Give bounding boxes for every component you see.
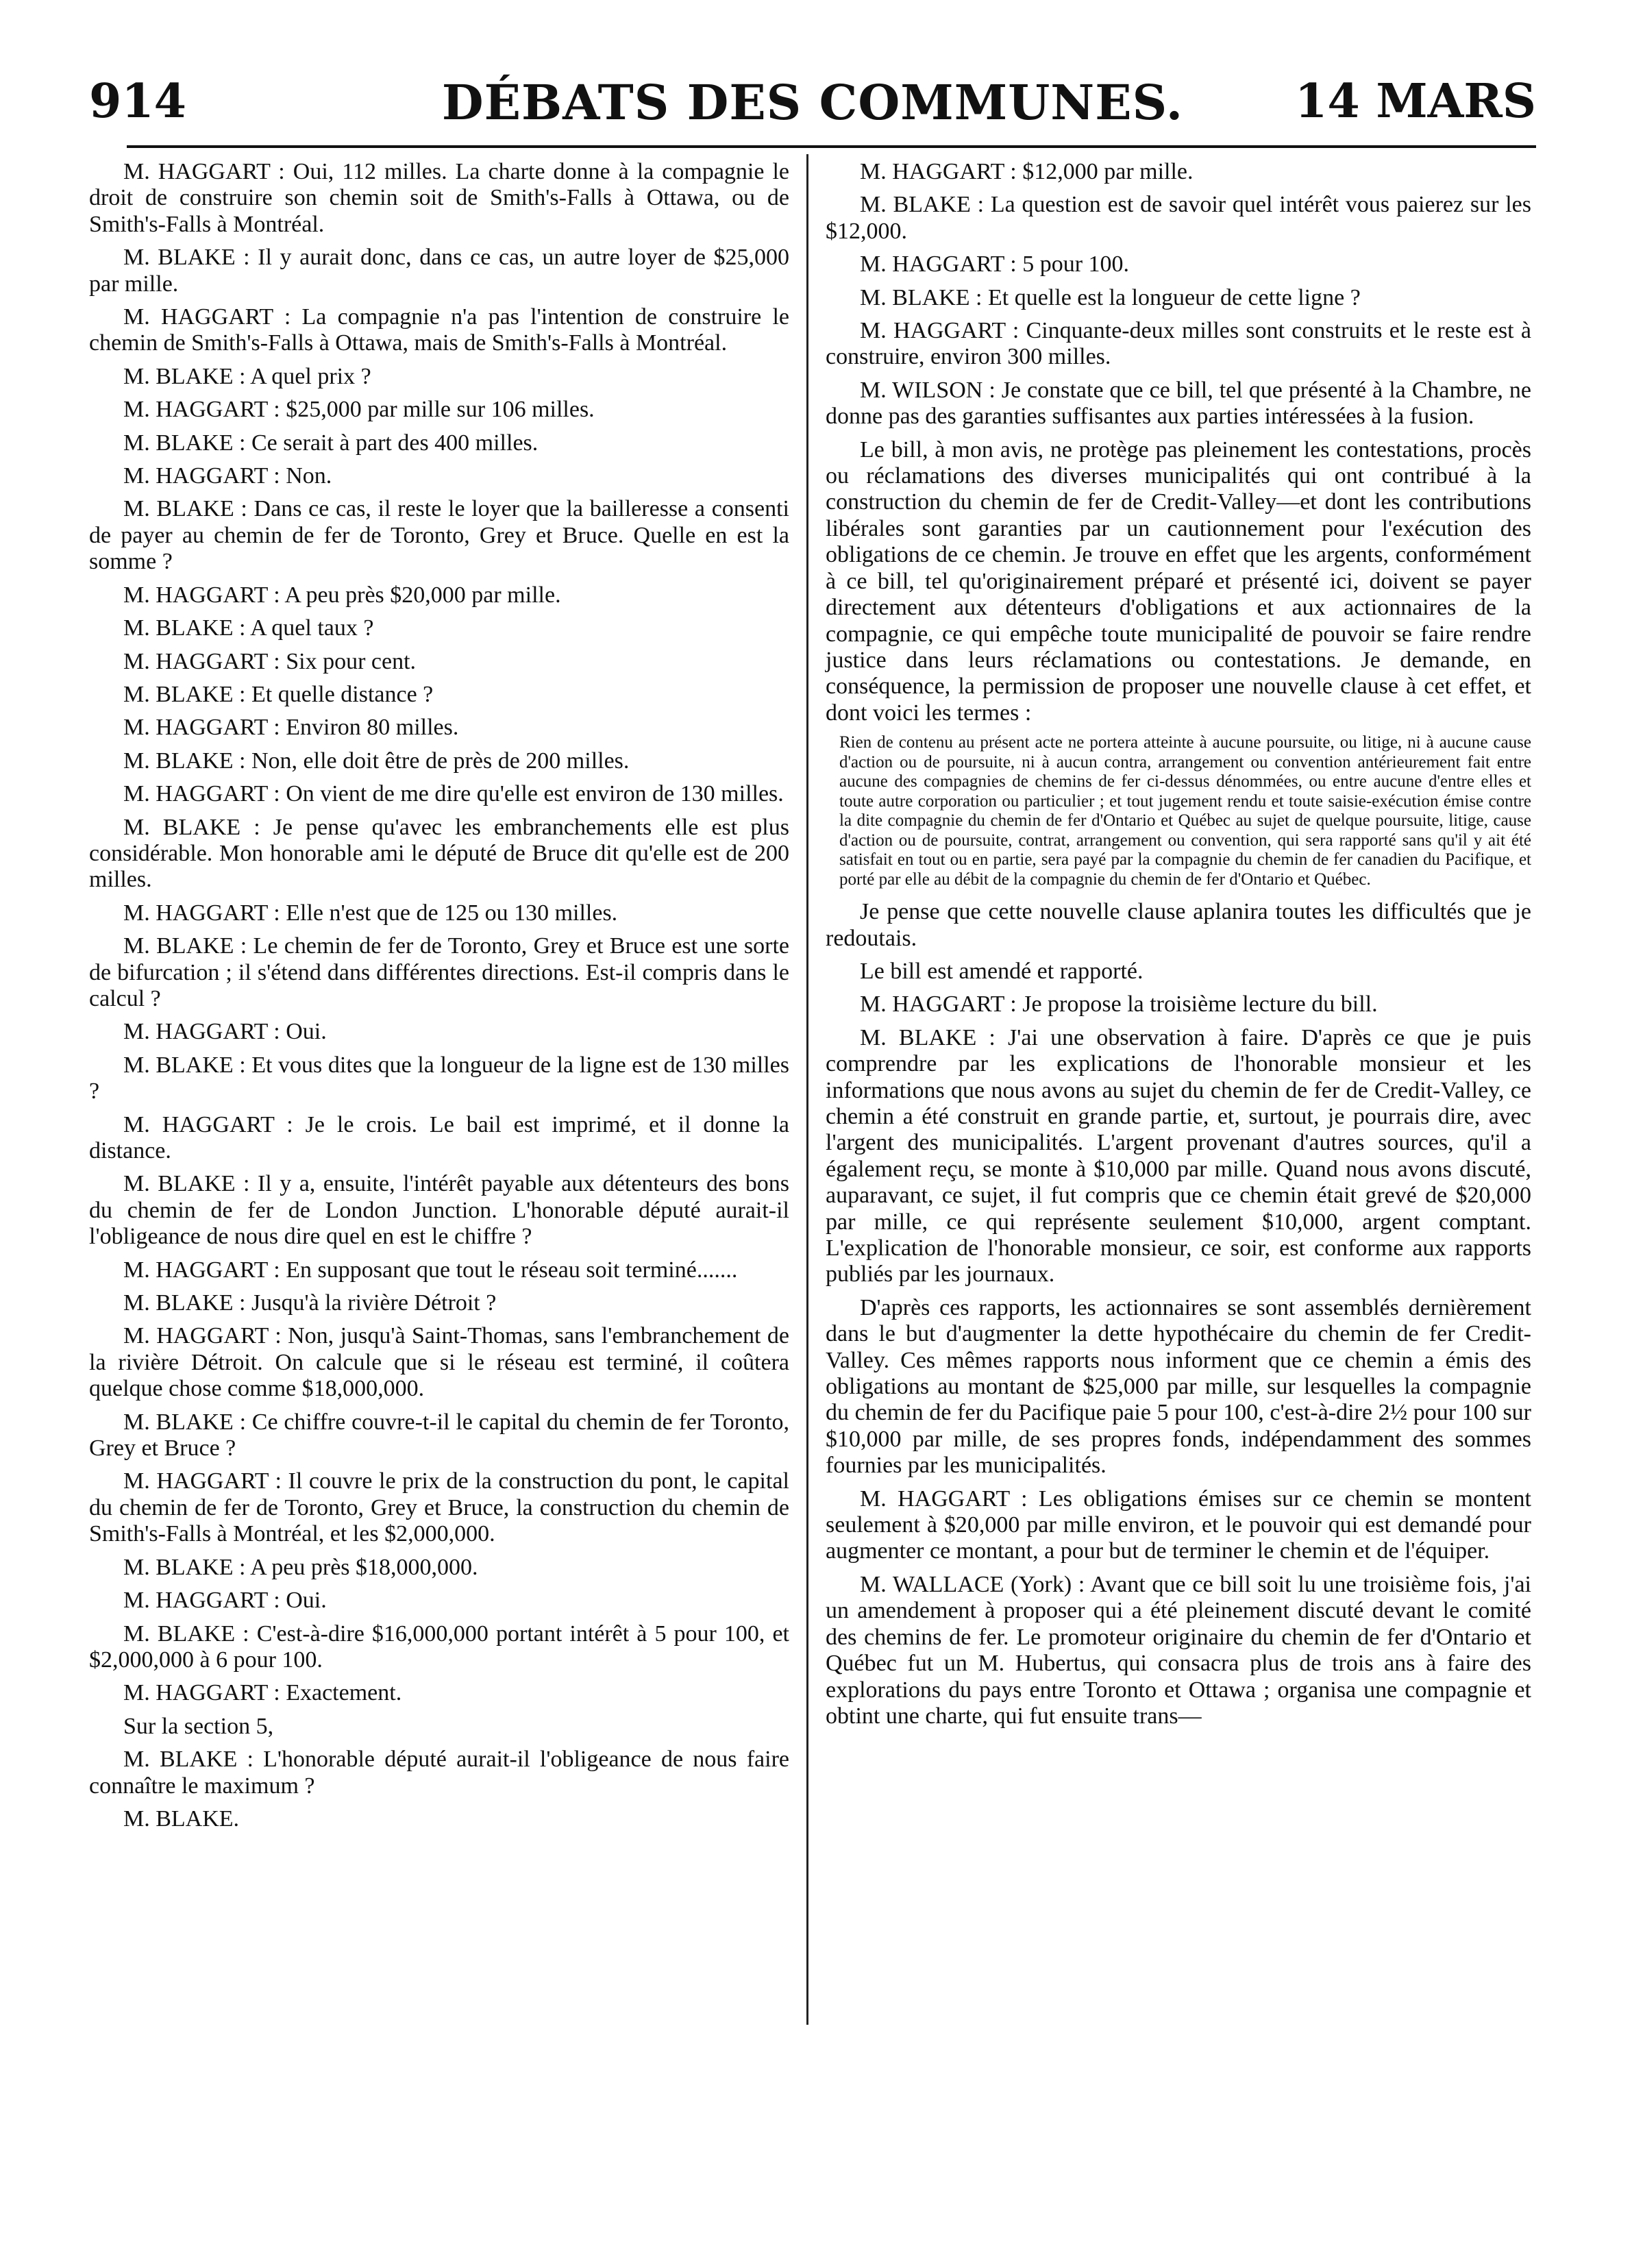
paragraph: Le bill est amendé et rapporté. [860,958,1143,984]
paragraph: M. BLAKE : A quel taux ? [123,615,374,641]
paragraph: M. BLAKE : L'honorable député aurait-il l'obligeance de nous faire connaître le maximum ? [89,1747,789,1799]
paragraph: M. HAGGART : Non, jusqu'à Saint-Thomas, sans l'embranchement de la rivière Détroit. On calcule que si le réseau est terminé, il coûtera quelque chose comme $18,000,000. [89,1323,789,1402]
paragraph: M. HAGGART : $25,000 par mille sur 106 milles. [123,397,595,423]
column-divider [806,154,808,2025]
paragraph: M. HAGGART : Elle n'est que de 125 ou 130 milles. [123,900,618,926]
page-header [89,74,1536,136]
paragraph: M. BLAKE : Ce serait à part des 400 milles. [123,430,539,456]
paragraph: M. BLAKE : Dans ce cas, il reste le loyer que la bailleresse a consenti de payer au chemin de fer de Toronto, Grey et Bruce. Quelle en est la somme ? [89,496,789,575]
paragraph: M. BLAKE : A quel prix ? [123,363,371,389]
paragraph: M. HAGGART : Cinquante-deux milles sont construits et le reste est à construire, environ 300 milles. [826,318,1531,370]
paragraph: M. BLAKE : Il y a, ensuite, l'intérêt payable aux détenteurs des bons du chemin de fer de London Junction. L'honorable député aurait-il l'obligeance de nous dire quel en est le chiffre ? [89,1171,789,1250]
header-rule [127,145,1536,148]
paragraph: Sur la section 5, [123,1713,274,1739]
paragraph: M. HAGGART : Six pour cent. [123,648,417,674]
paragraph: M. WILSON : Je constate que ce bill, tel que présenté à la Chambre, ne donne pas des garanties suffisantes aux parties intéressées à la fusion. [826,377,1531,430]
page-number: 914 [89,74,186,129]
paragraph: M. HAGGART : Environ 80 milles. [123,715,459,741]
page-date: 14 MARS [1295,74,1536,129]
paragraph: M. BLAKE : Ce chiffre couvre-t-il le capital du chemin de fer Toronto, Grey et Bruce ? [89,1409,789,1462]
paragraph: M. BLAKE : Et vous dites que la longueur de la ligne est de 130 milles ? [89,1052,789,1105]
paragraph: M. HAGGART : En supposant que tout le réseau soit terminé....... [123,1257,738,1283]
paragraph: M. BLAKE : Il y aurait donc, dans ce cas, un autre loyer de $25,000 par mille. [89,245,789,297]
paragraph: M. HAGGART : Les obligations émises sur ce chemin se montent seulement à $20,000 par mille environ, et le pouvoir qui est demandé pour augmenter ce montant, a pour but de terminer le chemin et de l'équiper. [826,1486,1531,1564]
paragraph: M. HAGGART : Il couvre le prix de la construction du pont, le capital du chemin de fer de Toronto, Grey et Bruce, la construction du chemin de Smith's-Falls à Montréal, et les $2,000,000. [89,1468,789,1547]
quoted-clause: Rien de contenu au présent acte ne portera atteinte à aucune poursuite, ou litige, ni à aucune cause d'action ou de poursuite, ni à aucun contra, arrangement ou convention antérieurement fait entre aucune des compagnies de chemins de fer ci-dessus dénommées, ou entre aucune d'entre elles et toute autre corporation ou particulier ; et tout jugement rendu et toute saisie-exécution émise contre la dite compagnie du chemin de fer d'Ontario et Québec au sujet de quelque poursuite, litige, cause d'action ou de poursuite, contrat, arrangement ou convention, qui sera rapporté sans qu'il y ait été satisfait en tout ou en partie, sera payé par la compagnie du chemin de fer canadien du Pacifique, et porté par elle au débit de la compagnie du chemin de fer d'Ontario et Québec. [839,733,1531,889]
speaker-signature: M. BLAKE. [123,1805,240,1832]
publication-title: DÉBATS DES COMMUNES. [441,74,1184,131]
paragraph: M. BLAKE : Non, elle doit être de près de 200 milles. [123,748,630,774]
paragraph: M. BLAKE : Jusqu'à la rivière Détroit ? [123,1290,497,1316]
paragraph: M. BLAKE : A peu près $18,000,000. [123,1554,478,1580]
paragraph: Le bill, à mon avis, ne protège pas pleinement les contestations, procès ou réclamations des diverses municipalités qui ont contribué à la construction du chemin de fer de Credit-Valley—et dont les contributions libérales sont garanties par un cautionnement pour l'exécution des obligations de ce chemin. Je trouve en effet que les argents, conformément à ce bill, tel qu'originairement préparé et présenté ici, doivent se payer directement aux détenteurs d'obligations et aux actionnaires de la compagnie, ce qui empêche toute municipalité de pouvoir se faire rendre justice dans leurs réclamations ou contestations. Je demande, en conséquence, la permission de proposer une nouvelle clause à cet effet, et dont voici les termes : [826,436,1531,726]
paragraph: M. HAGGART : Exactement. [123,1680,402,1706]
paragraph: M. BLAKE : C'est-à-dire $16,000,000 portant intérêt à 5 pour 100, et $2,000,000 à 6 pour 100. [89,1620,789,1673]
paragraph: Je pense que cette nouvelle clause aplanira toutes les difficultés que je redoutais. [826,899,1531,951]
left-column [89,159,789,1839]
paragraph: M. HAGGART : Oui. [123,1588,327,1614]
paragraph: M. HAGGART : Non. [123,463,332,489]
paragraph: M. BLAKE : La question est de savoir quel intérêt vous paierez sur les $12,000. [826,192,1531,244]
paragraph: M. HAGGART : Oui, 112 milles. La charte donne à la compagnie le droit de construire son chemin soit de Smith's-Falls à Ottawa, ou de Smith's-Falls à Montréal. [89,159,789,237]
paragraph: M. HAGGART : Je le crois. Le bail est imprimé, et il donne la distance. [89,1111,789,1163]
paragraph: M. BLAKE : J'ai une observation à faire. D'après ce que je puis comprendre par les explications de l'honorable monsieur et les informations que nous avons au sujet du chemin de fer de Credit-Valley, ce chemin a été construit en grande partie, et, surtout, je pourrais dire, avec l'argent des municipalités. L'argent provenant d'autres sources, qu'il a également reçu, se monte à $10,000 par mille. Quand nous avons discuté, auparavant, ce sujet, il fut compris que ce chemin était grevé de $20,000 par mille, ce qui représente seulement $10,000, argent comptant. L'explication de l'honorable monsieur, ce soir, est conforme aux rapports publiés par les journaux. [826,1024,1531,1287]
paragraph: M. HAGGART : La compagnie n'a pas l'intention de construire le chemin de Smith's-Falls à Ottawa, mais de Smith's-Falls à Montréal. [89,304,789,356]
paragraph: M. BLAKE : Le chemin de fer de Toronto, Grey et Bruce est une sorte de bifurcation ; il s'étend dans différentes directions. Est-il compris dans le calcul ? [89,933,789,1011]
right-column [826,159,1531,1736]
paragraph: M. HAGGART : $12,000 par mille. [860,159,1194,184]
paragraph: M. HAGGART : 5 pour 100. [860,251,1130,278]
paragraph: M. WALLACE (York) : Avant que ce bill soit lu une troisième fois, j'ai un amendement à proposer qui a été pleinement discuté devant le comité des chemins de fer. Le promoteur originaire du chemin de fer d'Ontario et Québec fut un M. Hubertus, qui consacra plus de trois ans à faire des explorations du pays entre Toronto et Ottawa ; organisa une compagnie et obtint une charte, qui fut ensuite trans— [826,1571,1531,1729]
paragraph: M. HAGGART : Oui. [123,1019,327,1045]
paragraph: D'après ces rapports, les actionnaires se sont assemblés dernièrement dans le but d'augmenter la dette hypothécaire du chemin de fer Credit-Valley. Ces mêmes rapports nous informent que ce chemin a émis des obligations au montant de $25,000 par mille, sur lesquelles la compagnie du chemin de fer du Pacifique paie 5 pour 100, c'est-à-dire 2½ pour 100 sur $10,000 par mille, de ses propres fonds, indépendamment des sommes fournies par les municipalités. [826,1294,1531,1479]
paragraph: M. HAGGART : Je propose la troisième lecture du bill. [860,991,1378,1018]
paragraph: M. HAGGART : A peu près $20,000 par mille. [123,582,561,608]
paragraph: M. BLAKE : Et quelle est la longueur de cette ligne ? [860,284,1361,310]
paragraph: M. BLAKE : Et quelle distance ? [123,681,434,707]
paragraph: M. HAGGART : On vient de me dire qu'elle est environ de 130 milles. [123,781,784,807]
paragraph: M. BLAKE : Je pense qu'avec les embranchements elle est plus considérable. Mon honorable ami le député de Bruce dit qu'elle est de 200 milles. [89,814,789,893]
